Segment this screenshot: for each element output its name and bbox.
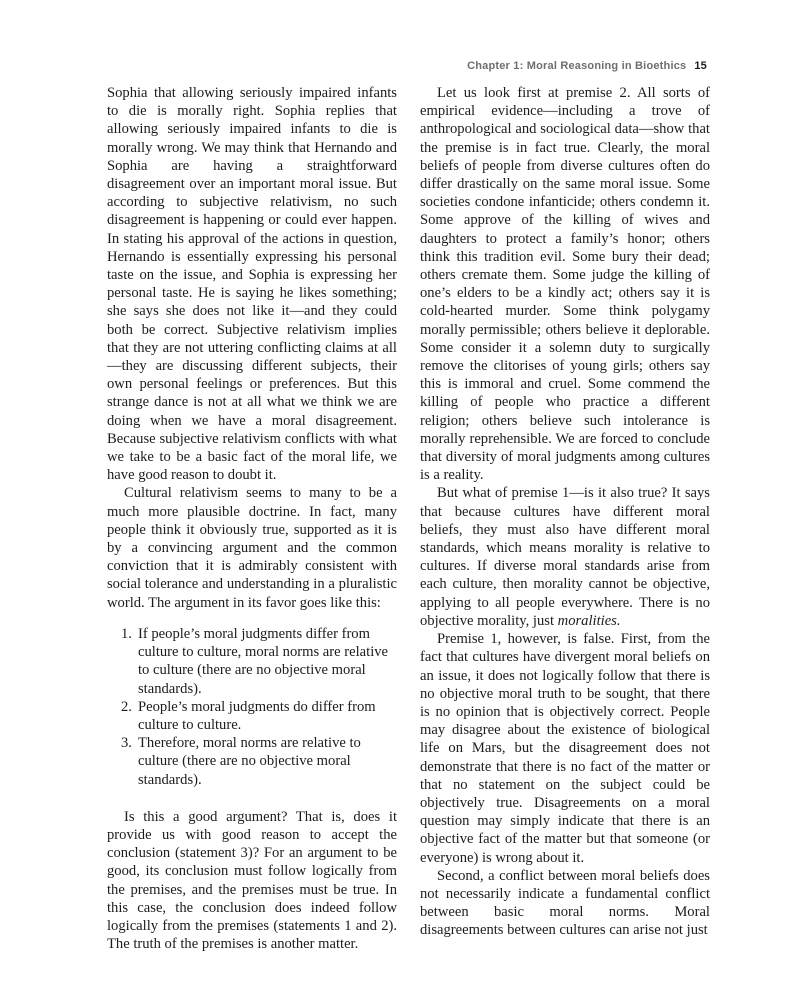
list-number: 1. [121,625,132,642]
page-number: 15 [694,60,707,72]
right-column [420,84,710,940]
left-column [107,84,397,953]
list-number: 3. [121,735,132,752]
list-item [121,734,397,789]
paragraph: Premise 1, however, is false. First, from the fact that cultures have divergent moral beliefs on an issue, it does not logically follow that there is no objective moral truth to be sought, that there is no opinion that is objectively correct. People may disagree about the existence of biological life on Mars, but the disagreement does not demonstrate that there is no fact of the matter or that no statement on the subject could be objectively true. Disagreements on a moral question may simply indicate that there is an objective fact of the matter but that someone (or everyone) is wrong about it. [420,631,710,866]
paragraph: Sophia that allowing seriously impaired infants to die is morally right. Sophia replies that allowing seriously impaired infants to die is morally wrong. We may think that Hernando and Sophia are having a straightforward disagreement over an important moral issue. But according to subjective relativism, no such disagreement is happening or could ever happen. In stating his approval of the actions in question, Hernando is essentially expressing his personal taste on the issue, and Sophia is expressing her personal taste. He is saying he likes something; she says she does not like it—and they could both be correct. Subjective relativism implies that they are not uttering conflicting claims at all—they are discussing different subjects, their own personal feelings or preferences. But this strange dance is not at all what we think we are doing when we have a moral disagreement. Because subjective relativism conflicts with what we take to be a basic fact of the moral life, we have good reason to doubt it. [107,85,397,484]
list-text: If people’s moral judgments differ from culture to culture, moral norms are relative to culture (there are no objective moral standards). [138,625,389,697]
paragraph: Let us look first at premise 2. All sorts of empirical evidence—including a trove of anthropological and sociological data—show that the premise is in fact true. Clearly, the moral beliefs of people from diverse cultures often do differ drastically on the same moral issue. Some societies condone infanticide; others condemn it. Some approve of the killing of wives and daughters to protect a family’s honor; others think this tradition evil. Some bury their dead; others cremate them. Some judge the killing of one’s elders to be a kindly act; others say it is cold-hearted murder. Some think polygamy morally permissible; others believe it deplorable. Some consider it a solemn duty to surgically remove the clitorises of young girls; others say this is immoral and cruel. Some commend the killing of people who practice a different religion; others believe such intolerance is morally reprehensible. We are forced to conclude that diversity of moral judgments among cultures is a reality. [420,85,710,484]
paragraph: Is this a good argument? That is, does it provide us with good reason to accept the conclusion (statement 3)? For an argument to be good, its conclusion must follow logically from the premises, and the premises must be true. In this case, the conclusion does indeed follow logically from the premises (statements 1 and 2). The truth of the premises is another matter. [107,808,397,953]
list-text: Therefore, moral norms are relative to culture (there are no objective moral standards). [138,735,361,788]
paragraph-text: But what of premise 1—is it also true? It says that because cultures have different moral beliefs, they must also have different moral standards, which means morality is relative to cultures. If diverse moral standards arise from each culture, then morality cannot be objective, applying to all people everywhere. There is no objective morality, just [420,485,710,629]
chapter-title: Chapter 1: Moral Reasoning in Bioethics [467,60,687,72]
running-head [467,60,707,72]
list-item [121,698,397,734]
emphasis-text: moralities. [557,612,621,629]
paragraph: Cultural relativism seems to many to be a much more plausible doctrine. In fact, many people think it obviously true, supported as it is by a convincing argument and the common conviction that it is admirably consistent with social tolerance and understanding in a pluralistic world. The argument in its favor goes like this: [107,485,397,611]
list-number: 2. [121,698,132,715]
list-item [121,625,397,698]
argument-list [107,625,397,789]
list-text: People’s moral judgments do differ from culture to culture. [138,698,376,733]
paragraph [420,484,710,630]
paragraph: Second, a conflict between moral beliefs does not necessarily indicate a fundamental conflict between basic moral norms. Moral disagreements between cultures can arise not just [420,867,710,939]
